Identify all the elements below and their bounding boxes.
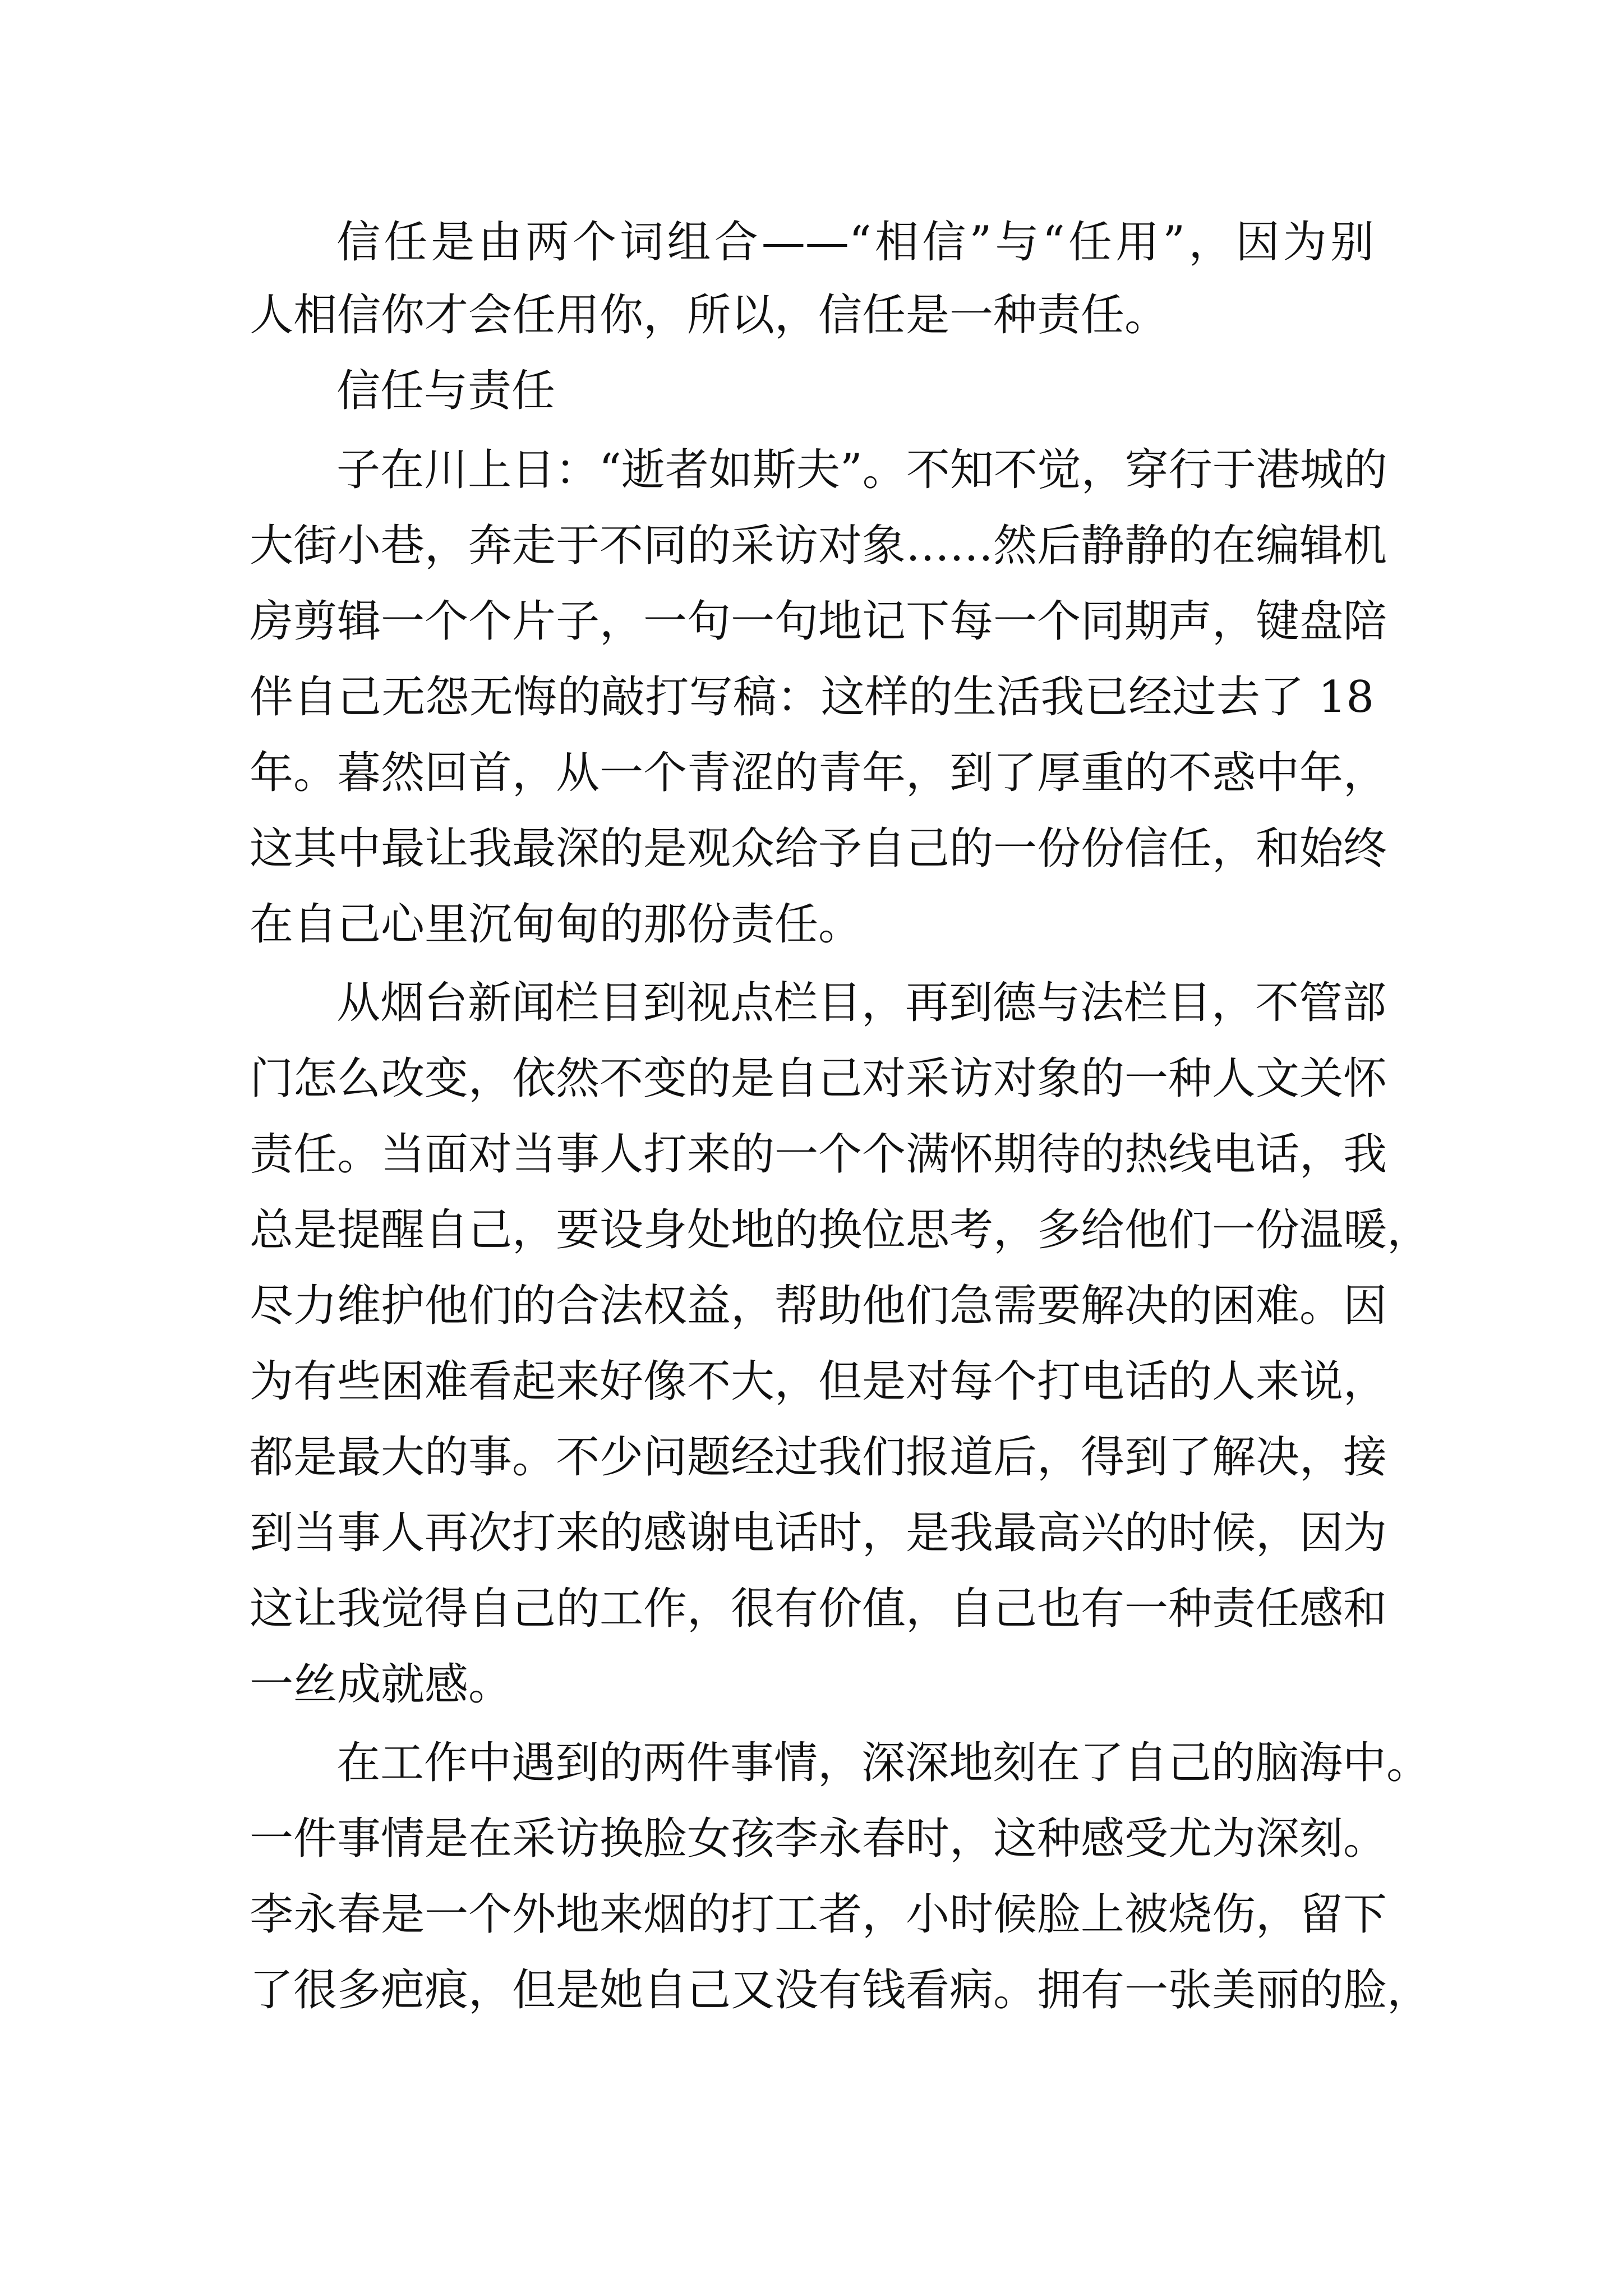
text-line: 子在川上日：“逝者如斯夫”。不知不觉，穿行于港城的 [336, 445, 1387, 495]
text-line: 年。暮然回首，从一个青涩的青年，到了厚重的不惑中年， [250, 748, 1387, 798]
text-line: 从烟台新闻栏目到视点栏目，再到德与法栏目，不管部 [336, 978, 1387, 1028]
text-line: 了很多疤痕，但是她自己又没有钱看病。拥有一张美丽的脸， [250, 1965, 1431, 2016]
text-line: 房剪辑一个个片子，一句一句地记下每一个同期声，键盘陪 [250, 596, 1387, 647]
heading-trust-and-responsibility: 信任与责任 [336, 366, 556, 416]
text-line: 门怎么改变，依然不变的是自己对采访对象的一种人文关怀 [250, 1053, 1387, 1104]
text-line: 到当事人再次打来的感谢电话时，是我最高兴的时候，因为 [250, 1508, 1387, 1558]
text-line: 人相信你才会任用你，所以，信任是一种责任。 [250, 290, 1169, 341]
text-line: 大街小巷，奔走于不同的采访对象……然后静静的在编辑机 [250, 521, 1387, 571]
text-line: 都是最大的事。不少问题经过我们报道后，得到了解决，接 [250, 1432, 1387, 1483]
text-line: 一件事情是在采访换脸女孩李永春时，这种感受尤为深刻。 [250, 1814, 1387, 1864]
text-line: 为有些困难看起来好像不大，但是对每个打电话的人来说， [250, 1356, 1387, 1407]
text-line: 一丝成就感。 [250, 1659, 513, 1710]
text-line: 在工作中遇到的两件事情，深深地刻在了自己的脑海中。 [336, 1738, 1431, 1788]
text-line: 这其中最让我最深的是观众给予自己的一份份信任，和始终 [250, 823, 1387, 874]
text-line: 信任是由两个词组合——“相信”与“任用”，因为别 [336, 217, 1374, 268]
text-line: 李永春是一个外地来烟的打工者，小时候脸上被烧伤，留下 [250, 1889, 1387, 1940]
text-line: 尽力维护他们的合法权益，帮助他们急需要解决的困难。因 [250, 1281, 1387, 1331]
text-line: 在自己心里沉甸甸的那份责任。 [250, 899, 863, 950]
text-line: 伴自己无怨无悔的敲打写稿：这样的生活我已经过去了 18 [250, 672, 1374, 723]
text-line: 责任。当面对当事人打来的一个个满怀期待的热线电话，我 [250, 1129, 1387, 1180]
text-line: 总是提醒自己，要设身处地的换位思考，多给他们一份温暖， [250, 1205, 1431, 1255]
text-line: 这让我觉得自己的工作，很有价值，自己也有一种责任感和 [250, 1584, 1387, 1634]
